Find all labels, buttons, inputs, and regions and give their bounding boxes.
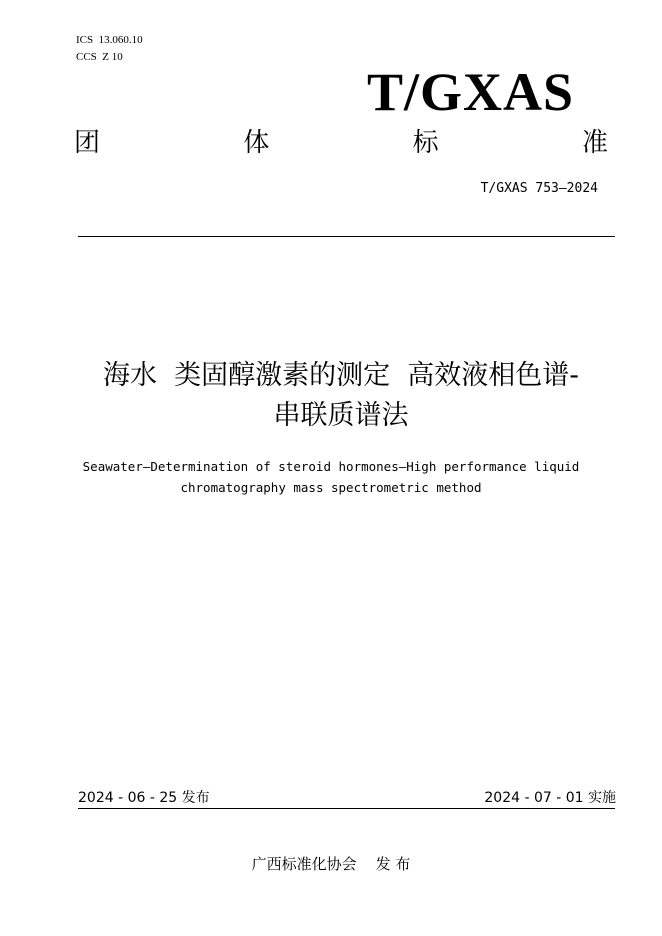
bottom-divider (78, 808, 615, 809)
ccs-code: CCS Z 10 (76, 51, 123, 63)
standard-type-char: 体 (243, 128, 270, 158)
chinese-title-line: 串联质谱法 (273, 400, 409, 431)
chinese-title (60, 356, 622, 436)
standard-number: T/GXAS 753—2024 (480, 181, 598, 196)
english-title-line: Seawater—Determination of steroid hormones—High performance liquid (82, 459, 580, 474)
english-title (40, 456, 622, 498)
publisher: 广西标准化协会 发 布 (251, 855, 411, 873)
english-title-line: chromatography mass spectrometric method (180, 480, 482, 495)
standard-type-char: 准 (581, 128, 608, 158)
top-divider (78, 236, 615, 237)
standard-type-char: 团 (74, 128, 101, 158)
publish-date: 2024 - 06 - 25 发布 (78, 790, 210, 806)
chinese-title-line: 海水 类固醇激素的测定 高效液相色谱- (102, 360, 580, 391)
standard-logo: T/GXAS (366, 62, 574, 122)
standard-type-char: 标 (412, 128, 439, 158)
implement-date: 2024 - 07 - 01 实施 (484, 790, 616, 806)
classification-codes (76, 32, 143, 66)
ics-code: ICS 13.060.10 (76, 34, 143, 46)
standard-type (74, 126, 608, 160)
